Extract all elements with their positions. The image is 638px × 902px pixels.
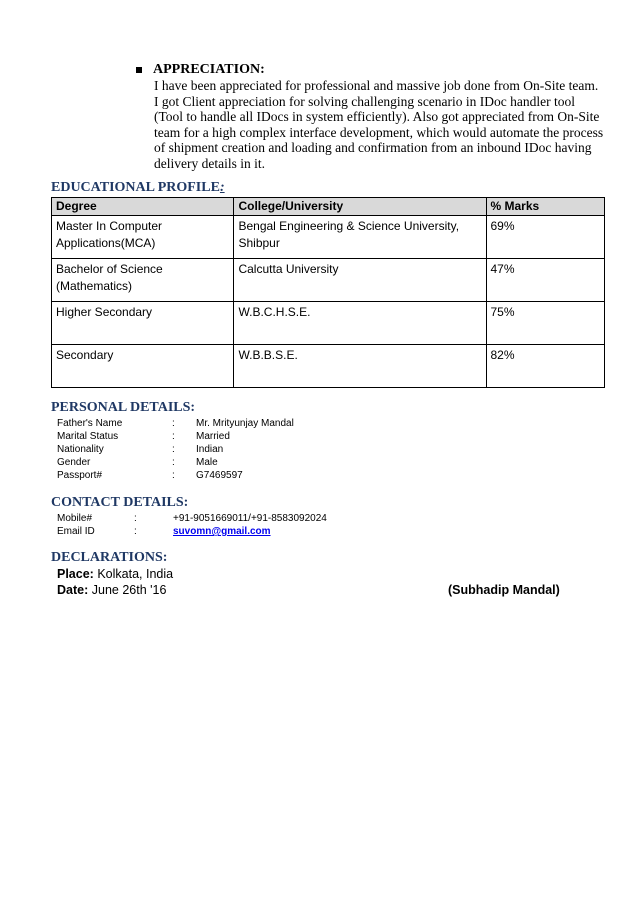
personal-section-title: PERSONAL DETAILS: xyxy=(51,400,196,415)
appreciation-line: team for a high complex interface development, which would automate the process xyxy=(154,124,604,140)
appreciation-line: of shipment creation and loading and confirmation from an inbound IDoc having xyxy=(154,140,592,155)
list-item xyxy=(57,512,377,525)
marks-cell: 69% xyxy=(486,216,605,259)
mobile-label: Mobile# xyxy=(57,513,93,524)
detail-separator: : xyxy=(172,457,175,468)
date-value: June 26th '16 xyxy=(91,583,167,597)
header-marks: % Marks xyxy=(486,198,605,216)
date-label: Date: xyxy=(57,583,89,597)
place-line xyxy=(57,567,173,581)
college-line: W.B.B.S.E. xyxy=(238,348,298,362)
degree-line: (Mathematics) xyxy=(56,279,133,293)
detail-separator: : xyxy=(134,526,137,537)
appreciation-text xyxy=(154,78,602,171)
appreciation-line: delivery details in it. xyxy=(154,155,265,171)
appreciation-title: APPRECIATION: xyxy=(153,62,265,77)
detail-label: Father's Name xyxy=(57,418,123,429)
detail-value: G7469597 xyxy=(196,470,243,481)
appreciation-line: (Tool to handle all IDocs in system efficiently). Also got appreciated from On-Site xyxy=(154,109,600,124)
college-line: Bengal Engineering & Science University, xyxy=(238,219,460,233)
degree-line: Applications(MCA) xyxy=(56,236,156,250)
degree-cell xyxy=(52,216,234,259)
header-college: College/University xyxy=(234,198,486,216)
college-line: Calcutta University xyxy=(238,262,339,276)
college-cell xyxy=(234,345,486,388)
signature-name: (Subhadip Mandal) xyxy=(448,583,560,597)
degree-cell xyxy=(52,302,234,345)
detail-value: Mr. Mrityunjay Mandal xyxy=(196,418,294,429)
marks-cell: 75% xyxy=(486,302,605,345)
degree-cell xyxy=(52,345,234,388)
marks-cell: 47% xyxy=(486,259,605,302)
list-item xyxy=(57,456,357,469)
appreciation-section xyxy=(134,61,614,171)
table-row xyxy=(52,216,605,259)
list-item xyxy=(57,469,357,482)
degree-line: Secondary xyxy=(56,348,114,362)
place-label: Place: xyxy=(57,567,94,581)
college-line: W.B.C.H.S.E. xyxy=(238,305,311,319)
list-item xyxy=(57,417,357,430)
table-row xyxy=(52,259,605,302)
detail-label: Passport# xyxy=(57,470,103,481)
detail-label: Nationality xyxy=(57,444,104,455)
degree-line: Master In Computer xyxy=(56,219,163,233)
detail-separator: : xyxy=(172,418,175,429)
declarations-section-title: DECLARATIONS: xyxy=(51,550,168,565)
education-section-title xyxy=(51,180,225,196)
table-header-row xyxy=(52,198,605,216)
header-degree: Degree xyxy=(52,198,234,216)
email-label: Email ID xyxy=(57,526,95,537)
appreciation-heading xyxy=(134,61,614,78)
detail-value: Indian xyxy=(196,444,224,455)
contact-section-title: CONTACT DETAILS: xyxy=(51,495,189,510)
appreciation-line: I have been appreciated for professional and massive job done from On-Site team. xyxy=(154,78,599,93)
mobile-value: +91-9051669011/+91-8583092024 xyxy=(173,513,327,524)
appreciation-line: I got Client appreciation for solving challenging scenario in IDoc handler tool xyxy=(154,93,576,109)
degree-line: Higher Secondary xyxy=(56,305,153,319)
detail-label: Gender xyxy=(57,457,91,468)
contact-details-list xyxy=(57,512,377,538)
detail-label: Marital Status xyxy=(57,431,119,442)
detail-value: Married xyxy=(196,431,230,442)
education-title-text: EDUCATIONAL PROFILE xyxy=(51,180,220,195)
date-line xyxy=(57,583,166,597)
college-line: Shibpur xyxy=(238,236,280,250)
list-item xyxy=(57,443,357,456)
college-cell xyxy=(234,216,486,259)
college-cell xyxy=(234,259,486,302)
place-value: Kolkata, India xyxy=(97,567,174,581)
list-item xyxy=(57,430,357,443)
personal-details-list xyxy=(57,417,357,482)
square-bullet-icon xyxy=(136,67,142,73)
detail-separator: : xyxy=(172,470,175,481)
detail-separator: : xyxy=(134,513,137,524)
detail-separator: : xyxy=(172,431,175,442)
education-table xyxy=(51,197,605,388)
detail-separator: : xyxy=(172,444,175,455)
education-title-colon: : xyxy=(219,180,225,195)
list-item xyxy=(57,525,377,538)
degree-cell xyxy=(52,259,234,302)
degree-line: Bachelor of Science xyxy=(56,262,163,276)
email-link[interactable]: suvomn@gmail.com xyxy=(173,526,271,537)
college-cell xyxy=(234,302,486,345)
table-row xyxy=(52,345,605,388)
detail-value: Male xyxy=(196,457,218,468)
marks-cell: 82% xyxy=(486,345,605,388)
table-row xyxy=(52,302,605,345)
